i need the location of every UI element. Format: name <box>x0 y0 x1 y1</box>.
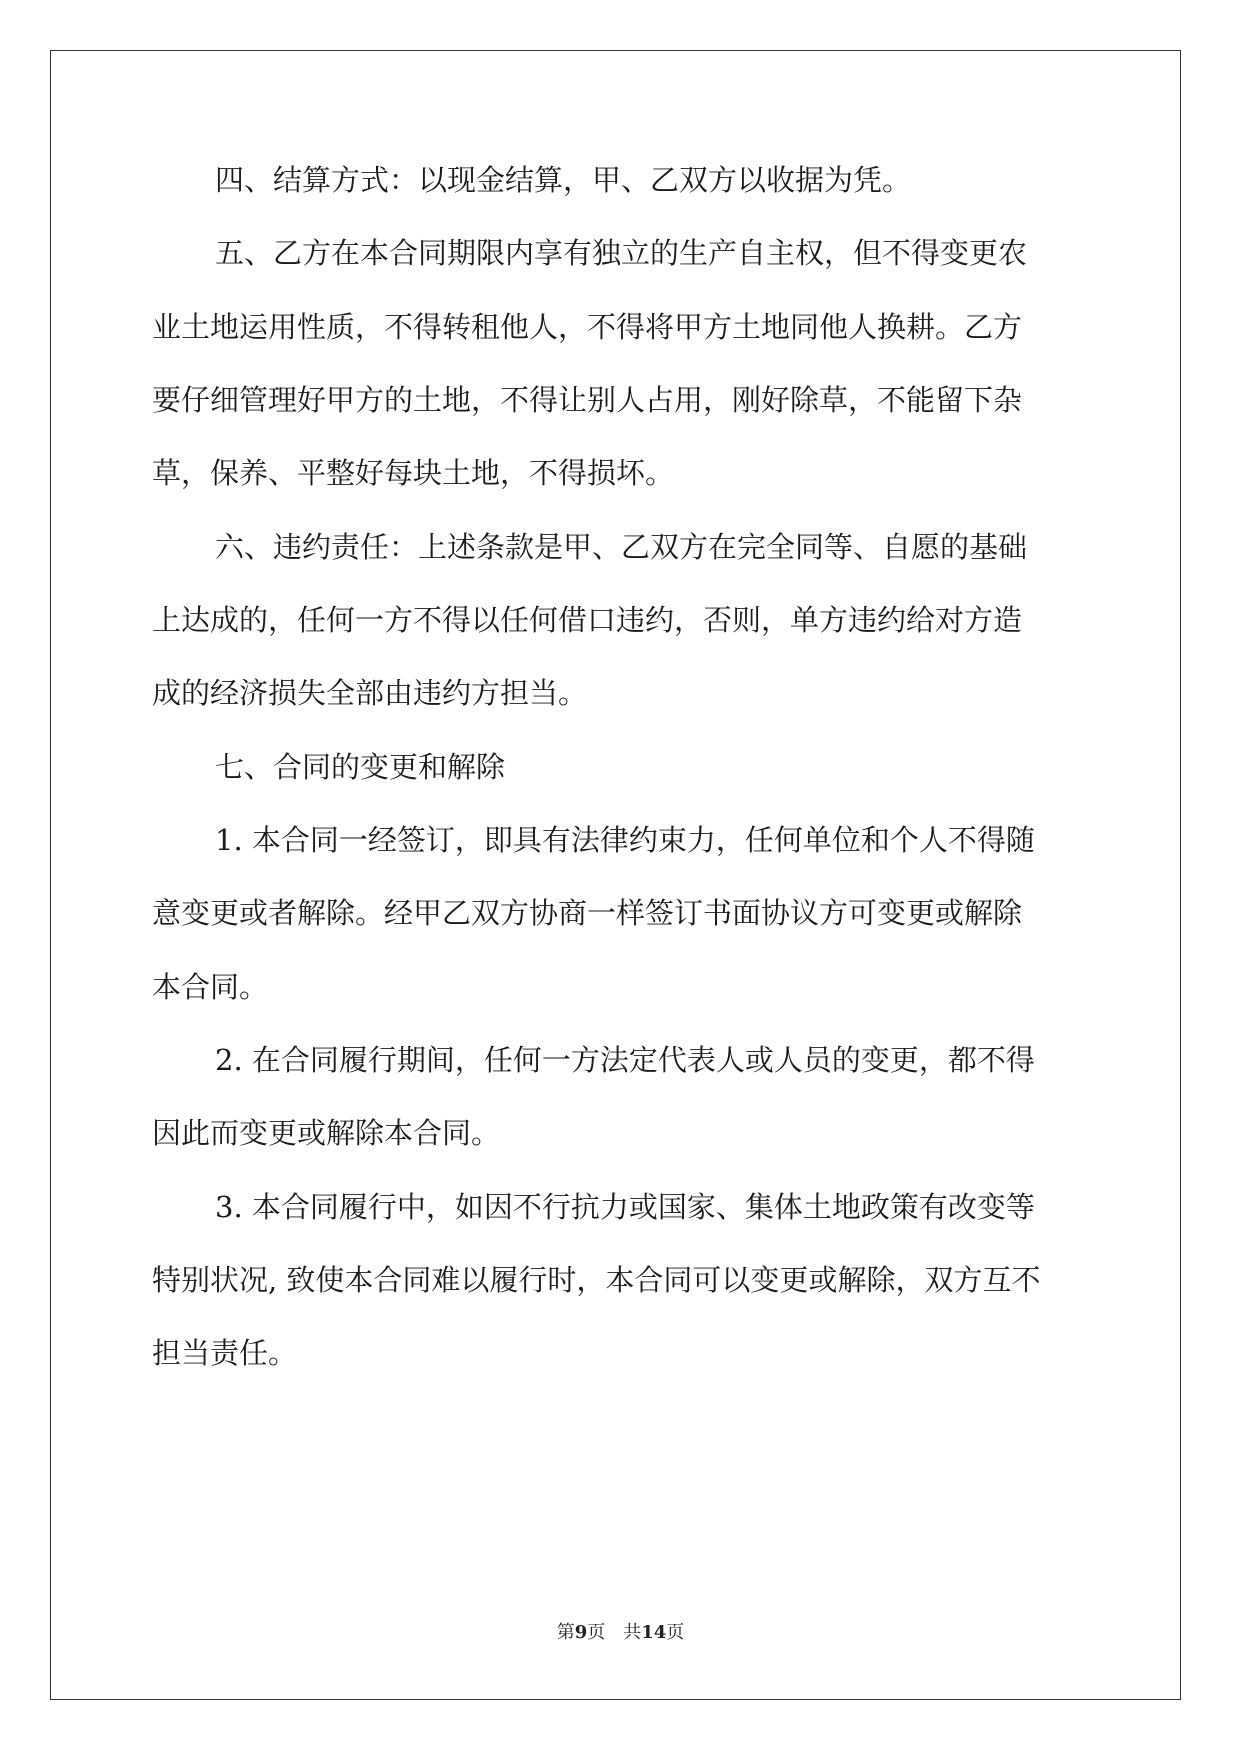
clause-7-item-3-line-2: 特别状况, 致使本合同难以履行时，本合同可以变更或解除，双方互不 <box>152 1263 1041 1297</box>
footer-total-pages: 14 <box>641 1622 667 1643</box>
page-footer <box>0 1621 1241 1645</box>
footer-total-prefix: 共 <box>623 1622 642 1643</box>
clause-7-item-3-line-1: 3. 本合同履行中，如因不行抗力或国家、集体土地政策有改变等 <box>215 1190 1035 1224</box>
clause-5-line-4: 草，保养、平整好每块土地，不得损坏。 <box>152 456 675 490</box>
page-border <box>50 50 1181 1700</box>
clause-5-line-1: 五、乙方在本合同期限内享有独立的生产自主权，但不得变更农 <box>215 236 1028 270</box>
clause-7-item-1-line-3: 本合同。 <box>152 970 269 1004</box>
clause-6-line-3: 成的经济损失全部由违约方担当。 <box>152 676 588 710</box>
clause-7-item-2-line-1: 2. 在合同履行期间，任何一方法定代表人或人员的变更，都不得 <box>215 1043 1035 1077</box>
clause-7-item-3-line-3: 担当责任。 <box>152 1336 298 1370</box>
clause-7-item-2-line-2: 因此而变更或解除本合同。 <box>152 1116 501 1150</box>
clause-4-settlement: 四、结算方式：以现金结算，甲、乙双方以收据为凭。 <box>215 163 912 197</box>
clause-6-line-1: 六、违约责任：上述条款是甲、乙双方在完全同等、自愿的基础 <box>215 530 1028 564</box>
clause-6-line-2: 上达成的，任何一方不得以任何借口违约，否则，单方违约给对方造 <box>152 603 1023 637</box>
clause-7-heading: 七、合同的变更和解除 <box>215 750 506 784</box>
clause-5-line-2: 业土地运用性质，不得转租他人，不得将甲方土地同他人换耕。乙方 <box>152 310 1023 344</box>
footer-page-number: 9 <box>574 1622 588 1643</box>
clause-7-item-1-line-1: 1. 本合同一经签订，即具有法律约束力，任何单位和个人不得随 <box>215 823 1035 857</box>
clause-5-line-3: 要仔细管理好甲方的土地，不得让别人占用，刚好除草，不能留下杂 <box>152 383 1023 417</box>
clause-7-item-1-line-2: 意变更或者解除。经甲乙双方协商一样签订书面协议方可变更或解除 <box>152 896 1023 930</box>
footer-page-prefix: 第 <box>556 1622 575 1643</box>
footer-page-unit: 页 <box>587 1622 606 1643</box>
footer-total-unit: 页 <box>666 1622 685 1643</box>
